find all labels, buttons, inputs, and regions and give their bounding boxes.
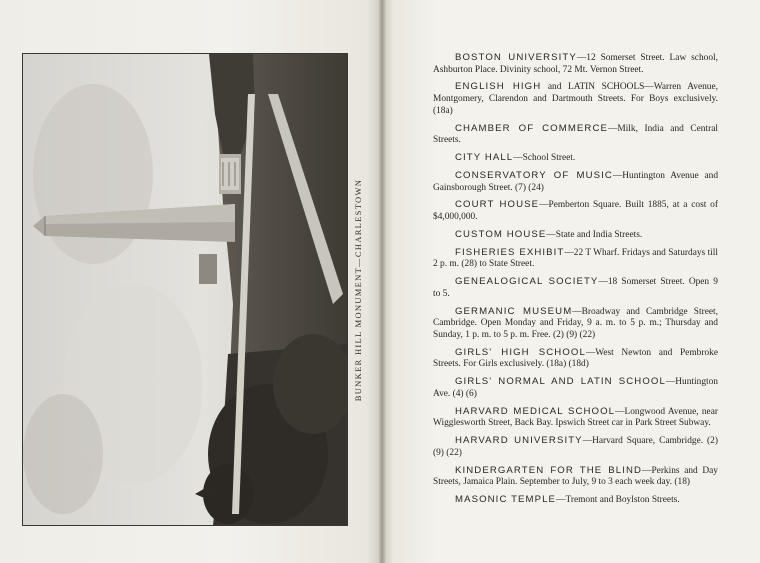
entry-text: —Perkins and Day Streets, Jamaica Plain. September to July, 9 to 3 each week day. (18) <box>433 465 718 488</box>
entry-name: GERMANIC MUSEUM <box>455 305 573 317</box>
directory-entry <box>433 376 718 400</box>
directory-entry <box>433 435 718 459</box>
entry-name: GENEALOGICAL SOCIETY <box>455 276 599 288</box>
book-gutter <box>378 0 386 563</box>
entry-name: HARVARD MEDICAL SCHOOL <box>455 405 616 417</box>
entry-name: CONSERVATORY OF MUSIC <box>455 169 613 181</box>
directory-entry <box>433 306 718 342</box>
entry-text: —Pemberton Square. Built 1885, at a cost of $4,000,000. <box>433 200 718 223</box>
entry-text: —Harvard Square, Cambridge. (2) (9) (22) <box>433 436 718 458</box>
photo-caption-container <box>349 165 367 415</box>
directory-entry <box>433 229 718 242</box>
directory-entry <box>433 123 718 147</box>
entry-name: MASONIC TEMPLE <box>455 494 557 506</box>
directory-entry <box>433 247 718 271</box>
entry-name: CUSTOM HOUSE <box>455 228 547 240</box>
entry-name: BOSTON UNIVERSITY <box>455 52 577 63</box>
entry-name: CITY HALL <box>455 152 514 164</box>
directory-entry <box>433 152 718 165</box>
entry-text: —Broadway and Cambridge Street, Cambridge. Open Monday and Friday, 9 a. m. to 5 p. m.; Thursday and Sunday, 1 p. m. to 5 p. m. Free. (2) (9) (22) <box>433 306 718 340</box>
entry-text: and LATIN SCHOOLS—Warren Avenue, Montgomery, Clarendon and Dartmouth Streets. For Boys exclusively. (18a) <box>433 82 718 116</box>
directory-entry <box>433 494 718 507</box>
entry-text: —22 T Wharf. Fridays and Saturdays till 2 p. m. (28) to State Street. <box>433 247 718 270</box>
directory-entry <box>433 276 718 300</box>
directory-entry <box>433 199 718 223</box>
directory-entry <box>433 347 718 371</box>
entry-name: GIRLS' HIGH SCHOOL <box>455 346 586 358</box>
entry-text: —West Newton and Pembroke Streets. For Girls exclusively. (18a) (18d) <box>433 347 718 370</box>
entry-name: COURT HOUSE <box>455 199 540 211</box>
entry-text: —Huntington Ave. (4) (6) <box>433 377 718 399</box>
directory-entry <box>433 406 718 430</box>
entry-text: —Milk, India and Central Streets. <box>433 123 718 146</box>
entry-text: —12 Somerset Street. Law school, Ashburton Place. Divinity school, 72 Mt. Vernon Street. <box>433 53 718 75</box>
entry-text: —State and India Streets. <box>546 229 643 240</box>
directory-entry <box>433 465 718 489</box>
monument-photo-image <box>23 54 347 525</box>
directory-listing <box>433 52 718 512</box>
directory-entry <box>433 52 718 76</box>
directory-entry <box>433 170 718 194</box>
entry-name: ENGLISH HIGH <box>455 81 542 93</box>
entry-name: HARVARD UNIVERSITY <box>455 435 583 447</box>
entry-name: KINDERGARTEN FOR THE BLIND <box>455 464 643 476</box>
entry-name: FISHERIES EXHIBIT <box>455 246 565 258</box>
directory-entry <box>433 81 718 117</box>
entry-text: —Tremont and Boylston Streets. <box>556 495 680 506</box>
entry-text: —Longwood Avenue, near Wigglesworth Street, Back Bay. Ipswich Street car in Park Street Subway. <box>433 406 718 429</box>
monument-photograph <box>22 53 348 526</box>
entry-name: CHAMBER OF COMMERCE <box>455 122 608 134</box>
entry-text: —18 Somerset Street. Open 9 to 5. <box>433 277 718 299</box>
entry-name: GIRLS' NORMAL AND LATIN SCHOOL <box>455 376 666 388</box>
entry-text: —School Street. <box>513 153 576 164</box>
entry-text: —Huntington Avenue and Gainsborough Street. (7) (24) <box>433 170 719 193</box>
photo-caption: BUNKER HILL MONUMENT—CHARLESTOWN <box>353 178 363 402</box>
